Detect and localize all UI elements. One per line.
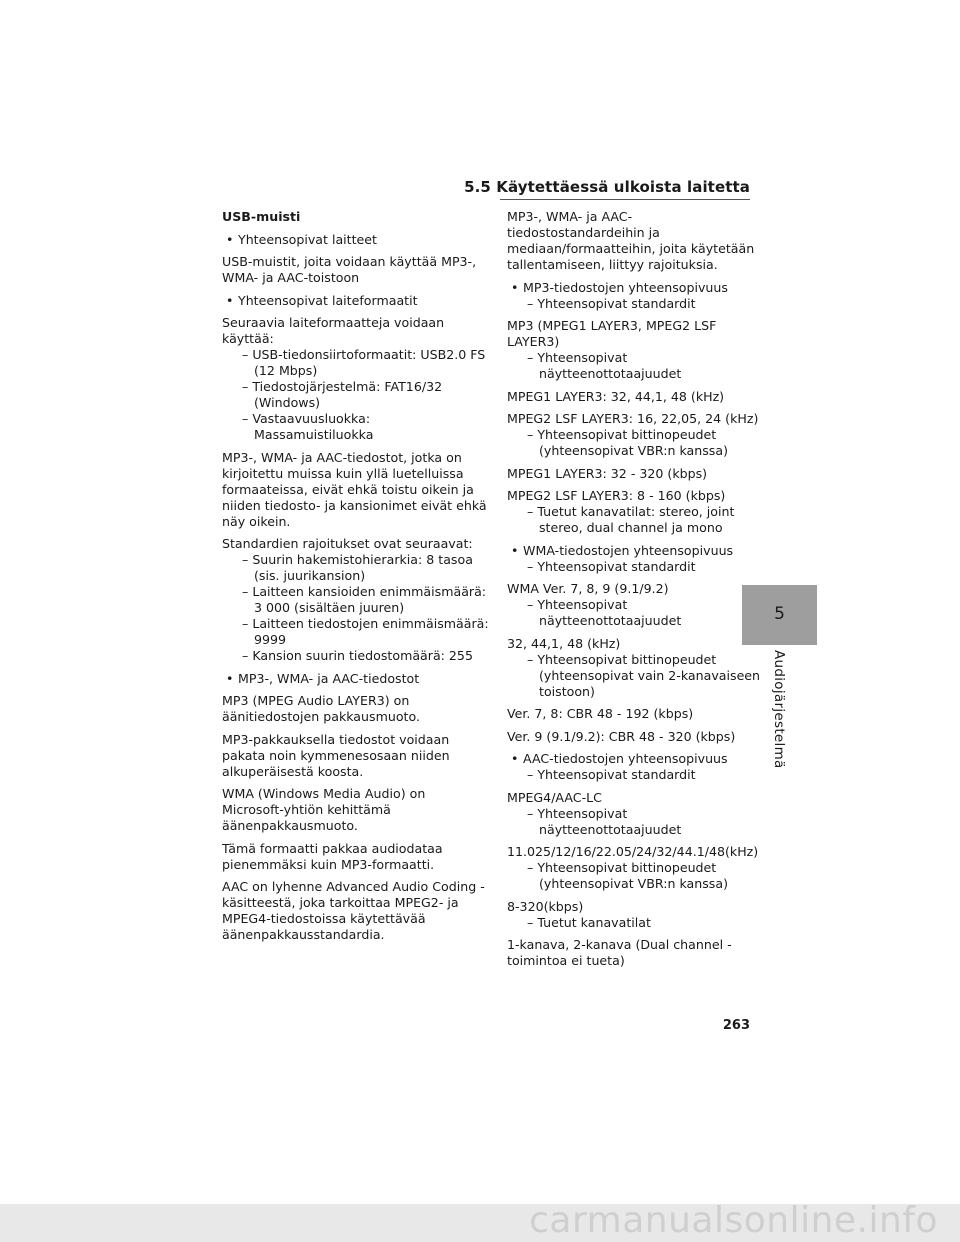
dash-item: – Vastaavuusluokka: Massamuistiluokka <box>222 411 490 443</box>
dash-item: – Kansion suurin tiedostomäärä: 255 <box>222 648 490 664</box>
dash-item: – Yhteensopivat standardit <box>507 559 769 575</box>
header-divider <box>500 199 750 200</box>
dash-list <box>222 552 490 664</box>
paragraph: WMA Ver. 7, 8, 9 (9.1/9.2) <box>507 581 669 596</box>
bullet-item: • MP3-, WMA- ja AAC-tiedostot <box>222 671 490 687</box>
dash-item: – Suurin hakemistohierarkia: 8 tasoa (sis. juurikansion) <box>222 552 490 584</box>
paragraph: 32, 44,1, 48 (kHz) <box>507 635 621 651</box>
paragraph: Seuraavia laiteformaatteja voidaan käyttää: <box>222 315 445 346</box>
dash-item: – Yhteensopivat bittinopeudet (yhteensopivat VBR:n kanssa) <box>507 860 769 892</box>
paragraph: MP3 (MPEG1 LAYER3, MPEG2 LSF LAYER3) <box>507 318 717 349</box>
paragraph: WMA (Windows Media Audio) on Microsoft-yhtiön kehittämä äänenpakkausmuoto. <box>222 786 426 833</box>
paragraph: 8-320(kbps) <box>507 898 584 914</box>
section-header: 5.5 Käytettäessä ulkoista laitetta <box>464 178 750 196</box>
dash-item: – Yhteensopivat näytteenottotaajuudet <box>507 806 769 838</box>
dash-item: – Yhteensopivat näytteenottotaajuudet <box>507 597 769 629</box>
watermark-text: carmanualsonline.info <box>529 1200 938 1241</box>
paragraph: MPEG4/AAC-LC <box>507 789 602 805</box>
paragraph: Tämä formaatti pakkaa audiodataa pienemmäksi kuin MP3-formaatti. <box>222 840 443 872</box>
paragraph: Ver. 9 (9.1/9.2): CBR 48 - 320 (kbps) <box>507 728 736 744</box>
paragraph: MP3 (MPEG Audio LAYER3) on äänitiedostojen pakkausmuoto. <box>222 693 420 724</box>
dash-item: – Yhteensopivat standardit <box>507 767 769 783</box>
dash-item: – Laitteen kansioiden enimmäismäärä: 3 000 (sisältäen juuren) <box>222 584 490 616</box>
dash-item: – Tuetut kanavatilat: stereo, joint stereo, dual channel ja mono <box>507 504 769 536</box>
bullet-item: • Yhteensopivat laiteformaatit <box>222 293 490 309</box>
dash-item: – Yhteensopivat bittinopeudet (yhteensopivat VBR:n kanssa) <box>507 427 769 459</box>
paragraph: Standardien rajoitukset ovat seuraavat: <box>222 536 473 551</box>
dash-item: – Laitteen tiedostojen enimmäismäärä: 9999 <box>222 616 490 648</box>
paragraph: MPEG2 LSF LAYER3: 8 - 160 (kbps) <box>507 488 726 503</box>
paragraph: MP3-pakkauksella tiedostot voidaan pakata noin kymmenesosaan niiden alkuperäisestä koosta. <box>222 731 450 779</box>
bullet-item: • Yhteensopivat laitteet <box>222 232 490 248</box>
paragraph: MPEG1 LAYER3: 32, 44,1, 48 (kHz) <box>507 388 725 404</box>
bullet-item: • MP3-tiedostojen yhteensopivuus <box>507 280 769 296</box>
left-column <box>222 209 490 950</box>
bullet-item: • WMA-tiedostojen yhteensopivuus <box>507 543 769 559</box>
paragraph: Ver. 7, 8: CBR 48 - 192 (kbps) <box>507 706 694 721</box>
chapter-label: Audiojärjestelmä <box>771 650 787 769</box>
dash-item: – Yhteensopivat näytteenottotaajuudet <box>507 350 769 382</box>
paragraph: AAC on lyhenne Advanced Audio Coding -käsitteestä, joka tarkoittaa MPEG2- ja MPEG4-tiedostoissa käytettävää äänenpakkausstandardia. <box>222 879 485 942</box>
page-number: 263 <box>722 1018 750 1033</box>
paragraph: MPEG1 LAYER3: 32 - 320 (kbps) <box>507 465 708 481</box>
dash-item: – Yhteensopivat standardit <box>507 296 769 312</box>
chapter-number: 5 <box>774 604 785 624</box>
dash-item: – Tiedostojärjestelmä: FAT16/32 (Windows) <box>222 379 490 411</box>
paragraph: 1-kanava, 2-kanava (Dual channel -toimintoa ei tueta) <box>507 937 732 968</box>
paragraph: USB-muistit, joita voidaan käyttää MP3-, WMA- ja AAC-toistoon <box>222 254 477 285</box>
paragraph: MPEG2 LSF LAYER3: 16, 22,05, 24 (kHz) <box>507 411 759 426</box>
bullet-item: • AAC-tiedostojen yhteensopivuus <box>507 751 769 767</box>
dash-item: – Yhteensopivat bittinopeudet (yhteensopivat vain 2-kanavaiseen toistoon) <box>507 652 769 700</box>
section-heading: USB-muisti <box>222 209 301 224</box>
dash-item: – Tuetut kanavatilat <box>507 915 769 931</box>
paragraph: 11.025/12/16/22.05/24/32/44.1/48(kHz) <box>507 844 759 859</box>
dash-list <box>222 347 490 443</box>
right-column <box>507 209 769 976</box>
paragraph: MP3-, WMA- ja AAC-tiedostot, jotka on kirjoitettu muissa kuin yllä luetelluissa formaateissa, eivät ehkä toistu oikein ja niiden tiedosto- ja kansionimet eivät ehkä näy oikein. <box>222 449 487 529</box>
paragraph: MP3-, WMA- ja AAC-tiedostostandardeihin ja mediaan/formaatteihin, joita käytetään tallentamiseen, liittyy rajoituksia. <box>507 209 755 272</box>
dash-item: – USB-tiedonsiirtoformaatit: USB2.0 FS (12 Mbps) <box>222 347 490 379</box>
